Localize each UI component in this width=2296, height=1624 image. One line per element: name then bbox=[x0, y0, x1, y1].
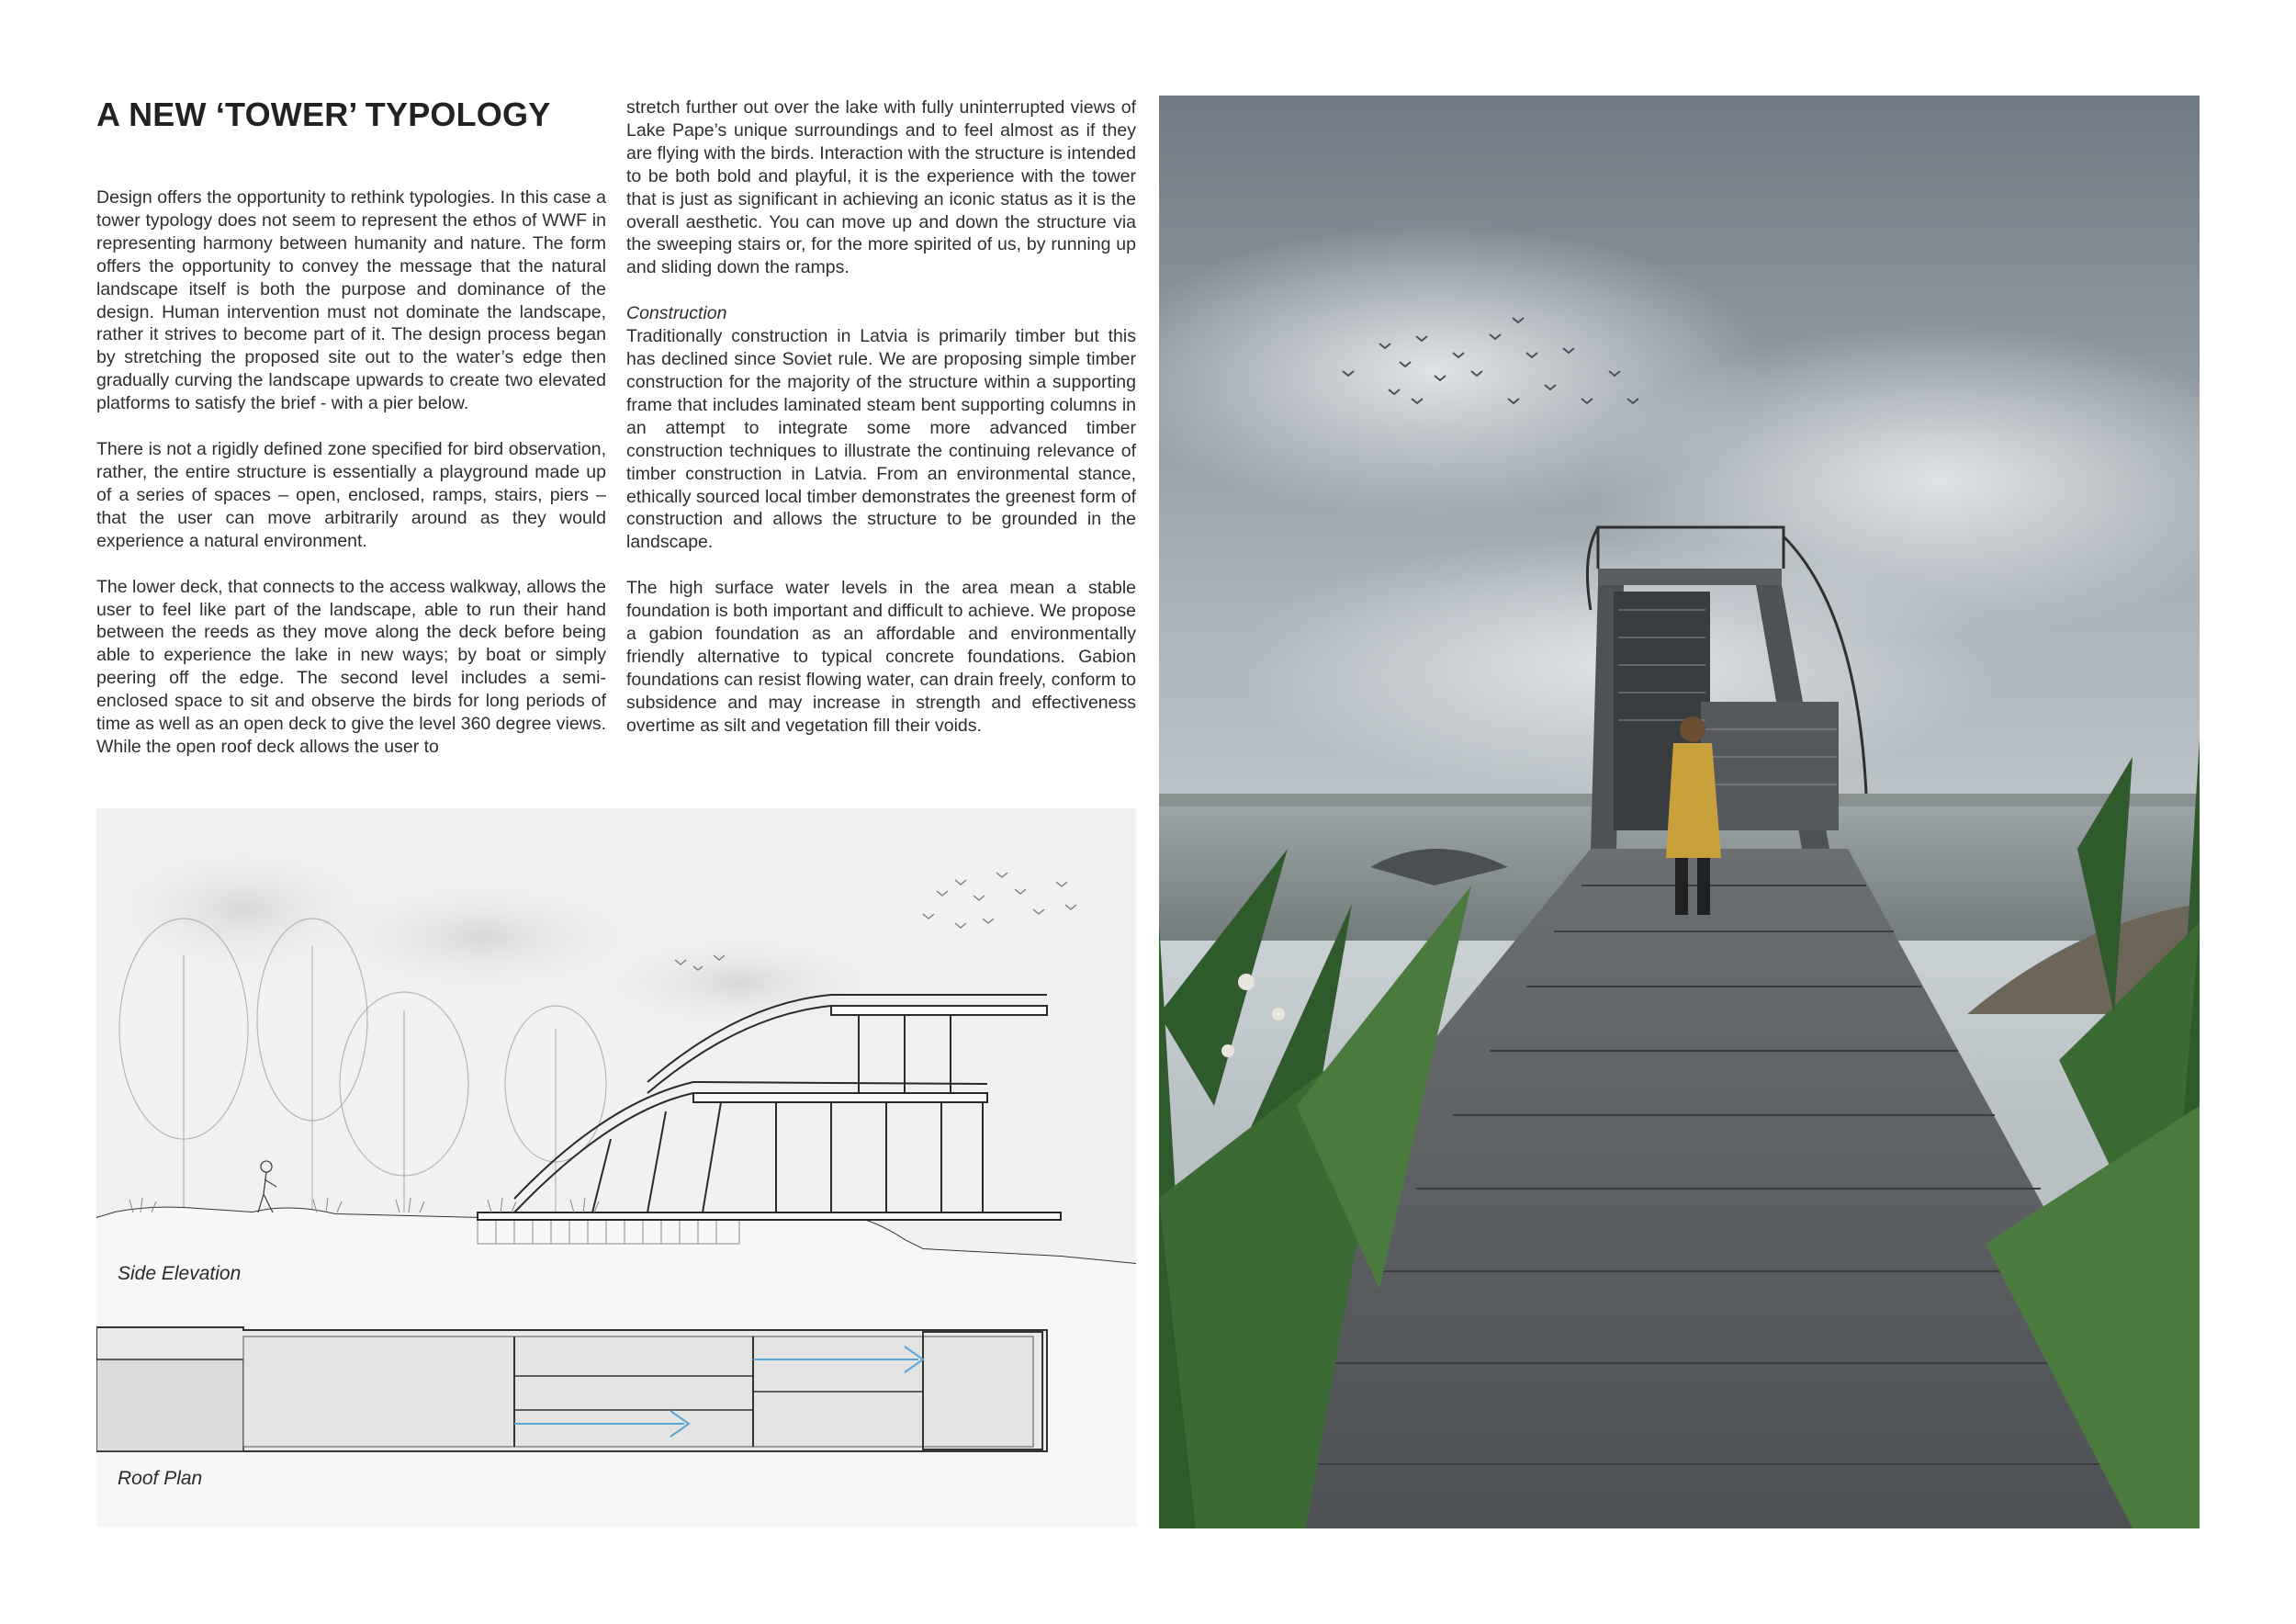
construction-subheading: Construction bbox=[626, 303, 727, 324]
right-paragraph-1: stretch further out over the lake with fully uninterrupted views of Lake Pape’s unique surroundings and to feel almost as if they are flying with the birds. Interaction with the structure is intended to be both bold and playful, it is the experience with the tower that is just as significant in achieving an iconic status as it is the overall aesthetic. You can move up and down the structure via the sweeping stairs or, for the more spirited of us, by running up and sliding down the ramps. bbox=[626, 97, 1136, 278]
render-svg bbox=[1159, 96, 2200, 1528]
left-paragraph-3: The lower deck, that connects to the access walkway, allows the user to feel like part of the landscape, able to run their hand between the reeds as they move along the deck before being able to experience the lake in new ways; by boat or simply peering off the edge. The second level includes a semi-enclosed space to sit and observe the birds for long periods of time as well as an open deck to give the level 360 degree views. While the open roof deck allows the user to bbox=[96, 576, 606, 757]
person-sketch bbox=[258, 1161, 276, 1212]
left-text-column bbox=[96, 186, 606, 782]
render-photo bbox=[1159, 96, 2200, 1528]
architectural-drawing-panel bbox=[96, 808, 1136, 1527]
right-paragraph-3: The high surface water levels in the area mean a stable foundation is both important and difficult to achieve. We propose a gabion foundation as an affordable and environmentally friendly alternative to typical concrete foundations. Gabion foundations can resist flowing water, can drain freely, conform to subsidence and may increase in strength and effectiveness overtime as silt and vegetation fill their voids. bbox=[626, 578, 1136, 736]
roof-plan bbox=[96, 1327, 1047, 1451]
left-paragraph-1: Design offers the opportunity to rethink typologies. In this case a tower typology does not seem to represent the ethos of WWF in representing harmony between humanity and nature. The form offers the opportunity to convey the message that the natural landscape itself is both the purpose and dominance of the design. Human intervention must not dominate the landscape, rather it strives to become part of it. The design process began by stretching the proposed site out to the water’s edge then gradually curving the landscape upwards to create two elevated platforms to satisfy the brief - with a pier below. bbox=[96, 187, 606, 414]
page-title: A NEW ‘TOWER’ TYPOLOGY bbox=[96, 96, 551, 133]
right-text-column bbox=[626, 96, 1136, 761]
right-paragraph-2: Traditionally construction in Latvia is primarily timber but this has declined since Soviet rule. We are proposing simple timber construction for the majority of the structure within a supporting frame that includes laminated steam bent supporting columns in an attempt to integrate some more advanced timber construction techniques to illustrate the continuing relevance of timber construction in Latvia. From an environmental stance, ethically sourced local timber demonstrates the greenest form of construction and allows the structure to be grounded in the landscape. bbox=[626, 326, 1136, 553]
left-paragraph-2: There is not a rigidly defined zone specified for bird observation, rather, the entire structure is essentially a playground made up of a series of spaces – open, enclosed, ramps, stairs, piers – that the user can move arbitrarily around as they would experience a natural environment. bbox=[96, 439, 606, 551]
side-elevation-label: Side Elevation bbox=[118, 1263, 242, 1284]
roof-plan-label: Roof Plan bbox=[118, 1468, 203, 1489]
drawing-svg bbox=[96, 808, 1136, 1527]
